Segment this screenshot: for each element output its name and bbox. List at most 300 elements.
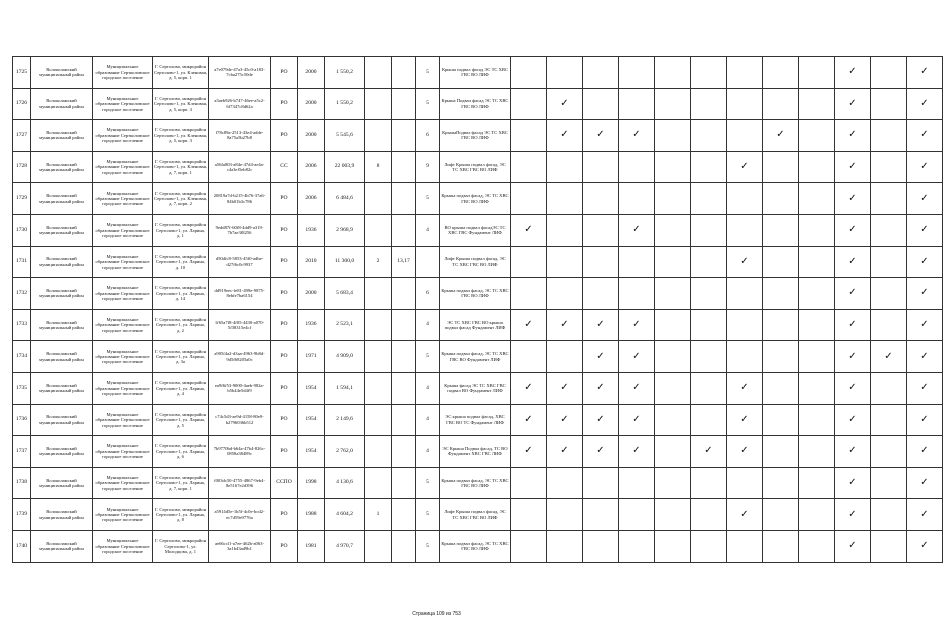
checkmark-icon: ✓ [524, 224, 533, 236]
elevator-count: 8 [365, 151, 392, 183]
works-list: ВО крыша подвал фасадЭС ТС ХВС ГВС Фундамент ЛИФ [440, 214, 511, 246]
checkmark-icon: ✓ [740, 382, 749, 394]
work-check-cell [871, 183, 907, 215]
floors-count: 5 [416, 341, 440, 373]
work-check-cell [799, 372, 835, 404]
address: Г. Сертолово, микрорайон Сертолово-1, ул. Ларина, д. 8 [153, 499, 209, 531]
work-check-cell [907, 499, 943, 531]
work-check-cell [907, 372, 943, 404]
house-guid: d50dfc8-5853-45f0-adbe-d27f6c0c9937 [209, 246, 271, 278]
checkmark-icon: ✓ [920, 255, 929, 267]
address: Г. Сертолово, микрорайон Сертолово-1, ул. Ларина, д. 14 [153, 278, 209, 310]
district-name: Волоколамский муниципальный район [31, 404, 93, 436]
works-list: Крыша подвал фасад, ЭС ТС ХВС ГВС ВО ЛИФ [440, 467, 511, 499]
work-check-cell [655, 499, 691, 531]
work-check-cell [835, 530, 871, 562]
work-check-cell [763, 88, 799, 120]
work-check-cell [727, 57, 763, 89]
work-check-cell [547, 183, 583, 215]
work-check-cell [511, 530, 547, 562]
work-check-cell [583, 214, 619, 246]
work-check-cell [583, 530, 619, 562]
work-check-cell [511, 278, 547, 310]
table-row [13, 57, 943, 89]
work-check-cell [835, 467, 871, 499]
work-check-cell [799, 214, 835, 246]
checkmark-icon: ✓ [560, 413, 569, 425]
work-check-cell [619, 530, 655, 562]
district-name: Волоколамский муниципальный район [31, 372, 93, 404]
lift-extra [392, 278, 416, 310]
work-check-cell [655, 246, 691, 278]
floors-count: 4 [416, 404, 440, 436]
work-check-cell [727, 151, 763, 183]
address: Г. Сертолово, микрорайон Сертолово-1, ул. Ларина, д. 6 [153, 436, 209, 468]
work-check-cell [691, 57, 727, 89]
works-list: Лифт Крыша подвал фасад, ЭС ТС ХВС ГВС ВО ЛИФ [440, 499, 511, 531]
municipality-name: Муниципальное образование Сертколовское городское поселение [93, 404, 153, 436]
work-check-cell [655, 530, 691, 562]
management-type: РО [271, 88, 298, 120]
checkmark-icon: ✓ [920, 66, 929, 78]
checkmark-icon: ✓ [848, 161, 857, 173]
work-check-cell [907, 278, 943, 310]
checkmark-icon: ✓ [848, 255, 857, 267]
row-number: 1731 [13, 246, 31, 278]
checkmark-icon: ✓ [848, 319, 857, 331]
work-check-cell [547, 467, 583, 499]
work-check-cell [907, 309, 943, 341]
work-check-cell [691, 278, 727, 310]
lift-extra [392, 436, 416, 468]
work-check-cell [907, 214, 943, 246]
floors-count [416, 246, 440, 278]
address: Г. Сертолово, микрорайон Сертолово-1, ул. Кленовая, д. 5, корп. 3 [153, 88, 209, 120]
house-guid: ae66ccl1-a7ee-462b-a063-3a1b43ad9b1 [209, 530, 271, 562]
lift-extra [392, 151, 416, 183]
elevator-count [365, 436, 392, 468]
management-type: РО [271, 309, 298, 341]
total-area: 4 130,6 [325, 467, 365, 499]
elevator-count [365, 530, 392, 562]
total-area: 4 909,0 [325, 341, 365, 373]
work-check-cell [691, 214, 727, 246]
work-check-cell [727, 341, 763, 373]
floors-count: 4 [416, 214, 440, 246]
table-row [13, 151, 943, 183]
checkmark-icon: ✓ [848, 129, 857, 141]
floors-count: 5 [416, 499, 440, 531]
work-check-cell [691, 309, 727, 341]
table-row [13, 341, 943, 373]
lift-extra: 13,17 [392, 246, 416, 278]
work-check-cell [511, 183, 547, 215]
work-check-cell [799, 404, 835, 436]
work-check-cell [727, 246, 763, 278]
district-name: Волоколамский муниципальный район [31, 309, 93, 341]
work-check-cell [907, 341, 943, 373]
work-check-cell [583, 436, 619, 468]
house-guid: a56fa803-a84e-47d4-ae4a-c4a3ef5eb82c [209, 151, 271, 183]
work-check-cell [907, 246, 943, 278]
checkmark-icon: ✓ [524, 413, 533, 425]
checkmark-icon: ✓ [848, 287, 857, 299]
work-check-cell [871, 120, 907, 152]
total-area: 4 604,2 [325, 499, 365, 531]
work-check-cell [871, 151, 907, 183]
checkmark-icon: ✓ [524, 445, 533, 457]
district-name: Волоколамский муниципальный район [31, 183, 93, 215]
lift-extra [392, 120, 416, 152]
work-check-cell [907, 183, 943, 215]
work-check-cell [871, 309, 907, 341]
work-check-cell [547, 151, 583, 183]
total-area: 4 970,7 [325, 530, 365, 562]
elevator-count [365, 467, 392, 499]
checkmark-icon: ✓ [848, 382, 857, 394]
work-check-cell [799, 120, 835, 152]
work-check-cell [763, 183, 799, 215]
work-check-cell [619, 214, 655, 246]
checkmark-icon: ✓ [920, 319, 929, 331]
row-number: 1728 [13, 151, 31, 183]
checkmark-icon: ✓ [740, 255, 749, 267]
work-check-cell [727, 120, 763, 152]
works-list: Крыша подвал фасад, ЭС ТС ХВС ГВС ВО ЛИФ [440, 183, 511, 215]
checkmark-icon: ✓ [920, 445, 929, 457]
work-check-cell [799, 183, 835, 215]
house-guid: a3aeb926-b747-46ee-a5c2-6f7347c8d62a [209, 88, 271, 120]
works-list: Крыша подвал фасад, ЭС ТС ХВС ГВС ВО Фундамент ЛИФ [440, 341, 511, 373]
management-type: РО [271, 214, 298, 246]
work-check-cell [547, 214, 583, 246]
work-check-cell [727, 372, 763, 404]
checkmark-icon: ✓ [632, 224, 641, 236]
checkmark-icon: ✓ [560, 382, 569, 394]
build-year: 1936 [298, 309, 325, 341]
work-check-cell [763, 278, 799, 310]
row-number: 1739 [13, 499, 31, 531]
work-check-cell [583, 120, 619, 152]
lift-extra [392, 309, 416, 341]
row-number: 1732 [13, 278, 31, 310]
lift-extra [392, 183, 416, 215]
checkmark-icon: ✓ [524, 382, 533, 394]
work-check-cell [619, 341, 655, 373]
municipality-name: Муниципальное образование Сертколовское городское поселение [93, 499, 153, 531]
checkmark-icon: ✓ [920, 477, 929, 489]
total-area: 11 300,0 [325, 246, 365, 278]
table-row [13, 372, 943, 404]
address: Г. Сертолово, микрорайон Сертолово-1, ул. Ларина, д. 10 [153, 246, 209, 278]
work-check-cell [871, 499, 907, 531]
works-list: Лифт Крыша подвал фасад, ЭС ТС ХВС ГВС ВО ЛИФ [440, 246, 511, 278]
floors-count: 4 [416, 436, 440, 468]
work-check-cell [583, 467, 619, 499]
checkmark-icon: ✓ [848, 224, 857, 236]
checkmark-icon: ✓ [632, 319, 641, 331]
floors-count: 4 [416, 372, 440, 404]
management-type: СС [271, 151, 298, 183]
checkmark-icon: ✓ [596, 382, 605, 394]
lift-extra [392, 341, 416, 373]
work-check-cell [655, 57, 691, 89]
work-check-cell [763, 404, 799, 436]
address: Г. Сертолово, микрорайон Сертолово-1, ул. Ларина, д. 5 [153, 404, 209, 436]
work-check-cell [907, 530, 943, 562]
checkmark-icon: ✓ [740, 413, 749, 425]
work-check-cell [835, 246, 871, 278]
work-check-cell [619, 467, 655, 499]
work-check-cell [727, 214, 763, 246]
address: Г. Сертолово, микрорайон Сертолово-1, ул. Ларина, д. 3а [153, 341, 209, 373]
checkmark-icon: ✓ [596, 445, 605, 457]
municipality-name: Муниципальное образование Сертколовское городское поселение [93, 120, 153, 152]
work-check-cell [655, 436, 691, 468]
management-type: РО [271, 499, 298, 531]
work-check-cell [871, 57, 907, 89]
table-row [13, 278, 943, 310]
work-check-cell [763, 467, 799, 499]
management-type: РО [271, 183, 298, 215]
table-row [13, 183, 943, 215]
elevator-count [365, 88, 392, 120]
work-check-cell [511, 341, 547, 373]
work-check-cell [619, 246, 655, 278]
municipality-name: Муниципальное образование Сертколовское городское поселение [93, 341, 153, 373]
work-check-cell [547, 404, 583, 436]
checkmark-icon: ✓ [920, 413, 929, 425]
work-check-cell [655, 151, 691, 183]
work-check-cell [835, 499, 871, 531]
work-check-cell [835, 57, 871, 89]
address: Г. Сертолово, микрорайон Сертолово-1, ул. Кленовая, д. 7, корп. 1 [153, 151, 209, 183]
checkmark-icon: ✓ [632, 413, 641, 425]
municipality-name: Муниципальное образование Сертколовское городское поселение [93, 214, 153, 246]
work-check-cell [727, 530, 763, 562]
work-check-cell [727, 88, 763, 120]
total-area: 6 484,6 [325, 183, 365, 215]
management-type: РО [271, 372, 298, 404]
work-check-cell [871, 246, 907, 278]
work-check-cell [691, 341, 727, 373]
checkmark-icon: ✓ [848, 413, 857, 425]
row-number: 1726 [13, 88, 31, 120]
work-check-cell [835, 372, 871, 404]
row-number: 1737 [13, 436, 31, 468]
works-list: КрышаПодвал фасад ЭС ТС ХВС ГВС ВО ЛИФ [440, 120, 511, 152]
works-list: Крыша фасад ЭС ТС ХВС ГВС подвал ВО Фундамент ЛИФ [440, 372, 511, 404]
works-list: Крыша подвал фасад ЭС ТС ХВС ГВС ВО ЛИФ [440, 57, 511, 89]
address: Г. Сертолово, микрорайон Сертолово-1, ул. Молодцова, д. 1 [153, 530, 209, 562]
district-name: Волоколамский муниципальный район [31, 214, 93, 246]
work-check-cell [511, 57, 547, 89]
work-check-cell [691, 372, 727, 404]
registry-table [12, 56, 943, 563]
work-check-cell [547, 499, 583, 531]
floors-count: 6 [416, 278, 440, 310]
total-area: 1 550,2 [325, 57, 365, 89]
work-check-cell [799, 467, 835, 499]
work-check-cell [835, 341, 871, 373]
work-check-cell [547, 309, 583, 341]
municipality-name: Муниципальное образование Сертколовское городское поселение [93, 183, 153, 215]
total-area: 5 683,4 [325, 278, 365, 310]
checkmark-icon: ✓ [920, 540, 929, 552]
works-list: Лифт Крыша подвал фасад, ЭС ТС ХВС ГВС ВО ЛИФ [440, 151, 511, 183]
work-check-cell [655, 467, 691, 499]
checkmark-icon: ✓ [848, 97, 857, 109]
lift-extra [392, 214, 416, 246]
district-name: Волоколамский муниципальный район [31, 436, 93, 468]
build-year: 1954 [298, 372, 325, 404]
municipality-name: Муниципальное образование Сертколовское городское поселение [93, 372, 153, 404]
floors-count: 5 [416, 467, 440, 499]
lift-extra [392, 499, 416, 531]
lift-extra [392, 372, 416, 404]
checkmark-icon: ✓ [740, 445, 749, 457]
lift-extra [392, 530, 416, 562]
total-area: 1 550,2 [325, 88, 365, 120]
work-check-cell [727, 467, 763, 499]
work-check-cell [583, 57, 619, 89]
work-check-cell [907, 436, 943, 468]
work-check-cell [655, 309, 691, 341]
row-number: 1735 [13, 372, 31, 404]
checkmark-icon: ✓ [920, 192, 929, 204]
work-check-cell [763, 436, 799, 468]
work-check-cell [583, 246, 619, 278]
row-number: 1729 [13, 183, 31, 215]
table-row [13, 467, 943, 499]
work-check-cell [547, 436, 583, 468]
checkmark-icon: ✓ [848, 477, 857, 489]
work-check-cell [799, 530, 835, 562]
work-check-cell [799, 278, 835, 310]
work-check-cell [619, 278, 655, 310]
work-check-cell [511, 309, 547, 341]
municipality-name: Муниципальное образование Сертколовское городское поселение [93, 151, 153, 183]
table-row [13, 436, 943, 468]
elevator-count [365, 404, 392, 436]
work-check-cell [511, 120, 547, 152]
checkmark-icon: ✓ [848, 66, 857, 78]
table-row [13, 530, 943, 562]
work-check-cell [583, 309, 619, 341]
checkmark-icon: ✓ [884, 350, 893, 362]
total-area: 2 149,6 [325, 404, 365, 436]
work-check-cell [583, 278, 619, 310]
house-guid: a7e079de-47a3-45c0-a183-7cba275c50de [209, 57, 271, 89]
municipality-name: Муниципальное образование Сертколовское городское поселение [93, 57, 153, 89]
checkmark-icon: ✓ [920, 508, 929, 520]
work-check-cell [583, 372, 619, 404]
house-guid: f003dc50-4755-4867-9eb4-8e5167e2d396 [209, 467, 271, 499]
elevator-count [365, 57, 392, 89]
address: Г. Сертолово, микрорайон Сертолово-1, ул. Кленовая, д. 7, корп. 2 [153, 183, 209, 215]
work-check-cell [799, 341, 835, 373]
house-guid: 9edd87f-60f8-4dd9-a319-7b7ae3f8256 [209, 214, 271, 246]
work-check-cell [835, 88, 871, 120]
checkmark-icon: ✓ [920, 224, 929, 236]
build-year: 1936 [298, 214, 325, 246]
works-list: ЭС Крыша Подвал фасад, ТС ВО Фундамент ХВС ГВС ЛИФ [440, 436, 511, 468]
work-check-cell [871, 436, 907, 468]
row-number: 1736 [13, 404, 31, 436]
municipality-name: Муниципальное образование Сертколовское городское поселение [93, 436, 153, 468]
district-name: Волоколамский муниципальный район [31, 88, 93, 120]
work-check-cell [871, 88, 907, 120]
checkmark-icon: ✓ [848, 192, 857, 204]
row-number: 1733 [13, 309, 31, 341]
work-check-cell [727, 278, 763, 310]
work-check-cell [691, 183, 727, 215]
work-check-cell [691, 499, 727, 531]
checkmark-icon: ✓ [920, 97, 929, 109]
checkmark-icon: ✓ [920, 129, 929, 141]
floors-count: 6 [416, 120, 440, 152]
municipality-name: Муниципальное образование Сертколовское городское поселение [93, 278, 153, 310]
work-check-cell [547, 530, 583, 562]
work-check-cell [727, 404, 763, 436]
work-check-cell [871, 530, 907, 562]
management-type: РО [271, 341, 298, 373]
elevator-count [365, 372, 392, 404]
management-type: РО [271, 530, 298, 562]
total-area: 1 594,1 [325, 372, 365, 404]
work-check-cell [691, 467, 727, 499]
work-check-cell [691, 151, 727, 183]
work-check-cell [799, 246, 835, 278]
work-check-cell [511, 404, 547, 436]
checkmark-icon: ✓ [596, 350, 605, 362]
total-area: 22 003,9 [325, 151, 365, 183]
build-year: 1954 [298, 436, 325, 468]
total-area: 2 523,1 [325, 309, 365, 341]
work-check-cell [619, 309, 655, 341]
total-area: 5 545,6 [325, 120, 365, 152]
checkmark-icon: ✓ [920, 382, 929, 394]
row-number: 1740 [13, 530, 31, 562]
address: Г. Сертолово, микрорайон Сертолово-1, ул. Ларина, д. 7, корп. 1 [153, 467, 209, 499]
work-check-cell [799, 499, 835, 531]
work-check-cell [799, 436, 835, 468]
house-guid: ea9f6f53-9000-4aeb-982a-b5b44e5d4f9 [209, 372, 271, 404]
work-check-cell [619, 88, 655, 120]
work-check-cell [835, 151, 871, 183]
elevator-count [365, 341, 392, 373]
work-check-cell [799, 309, 835, 341]
work-check-cell [511, 214, 547, 246]
build-year: 2006 [298, 183, 325, 215]
work-check-cell [511, 372, 547, 404]
municipality-name: Муниципальное образование Сертколовское городское поселение [93, 88, 153, 120]
district-name: Волоколамский муниципальный район [31, 530, 93, 562]
work-check-cell [871, 372, 907, 404]
works-list: ЭС ТС ХВС ГВС ВО крыша подвал фасад Фундамент ЛИФ [440, 309, 511, 341]
work-check-cell [871, 467, 907, 499]
checkmark-icon: ✓ [740, 161, 749, 173]
work-check-cell [547, 372, 583, 404]
management-type: РО [271, 436, 298, 468]
work-check-cell [907, 57, 943, 89]
works-list: Крыша подвал фасад, ЭС ТС ХВС ГВС ВО ЛИФ [440, 278, 511, 310]
address: Г. Сертолово, микрорайон Сертолово-1, ул. Ларина, д. 4 [153, 372, 209, 404]
district-name: Волоколамский муниципальный район [31, 57, 93, 89]
build-year: 2000 [298, 88, 325, 120]
work-check-cell [835, 183, 871, 215]
table-row [13, 88, 943, 120]
